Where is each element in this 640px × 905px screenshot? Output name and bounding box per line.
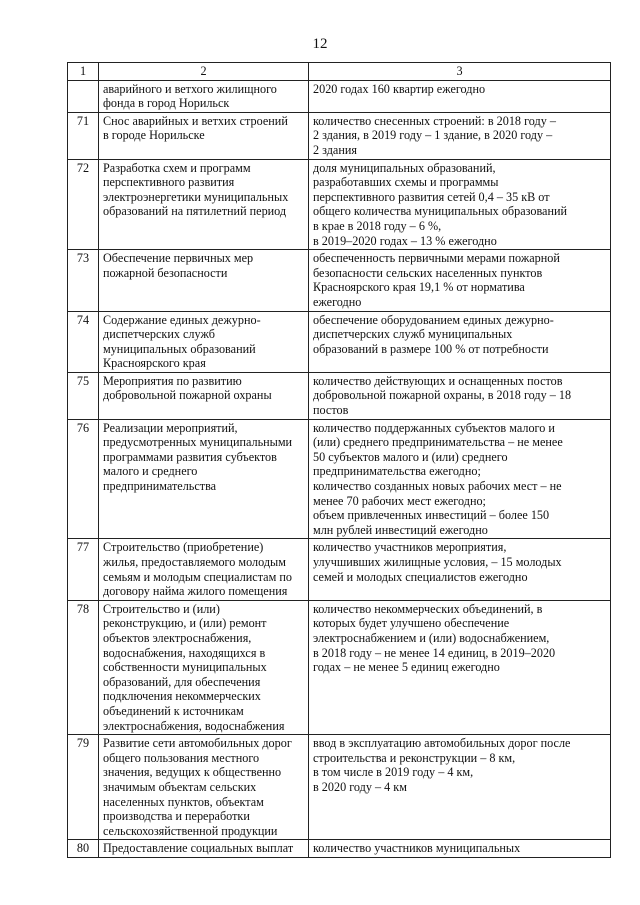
measure-cell: Строительство (приобретение) жилья, предоставляемого молодым семьям и молодым специалистам по договору найма жилого помещения [99, 539, 309, 600]
table-row [68, 159, 611, 250]
measure-cell: Мероприятия по развитию добровольной пожарной охраны [99, 372, 309, 419]
row-number: 71 [68, 112, 99, 159]
table-row [68, 311, 611, 372]
indicator-cell: количество поддержанных субъектов малого и (или) среднего предпринимательства – не менее 50 субъектов малого и (или) среднего предпринимательства ежегодно; количество созданных новых рабочих мест – не менее 70 рабочих мест ежегодно; объем привлеченных инвестиций – более 150 млн рублей инвестиций ежегодно [309, 419, 611, 539]
row-number: 72 [68, 159, 99, 250]
table-row [68, 112, 611, 159]
table-row [68, 735, 611, 840]
indicator-cell: ввод в эксплуатацию автомобильных дорог после строительства и реконструкции – 8 км, в том числе в 2019 году – 4 км, в 2020 году – 4 км [309, 735, 611, 840]
table-header-row [68, 63, 611, 81]
indicator-cell: количество снесенных строений: в 2018 году – 2 здания, в 2019 году – 1 здание, в 2020 году – 2 здания [309, 112, 611, 159]
indicator-cell: 2020 годах 160 квартир ежегодно [309, 80, 611, 112]
row-number [68, 80, 99, 112]
row-number: 78 [68, 600, 99, 734]
row-number: 73 [68, 250, 99, 311]
table-row [68, 419, 611, 539]
table-row [68, 600, 611, 734]
measure-cell: Разработка схем и программ перспективного развития электроэнергетики муниципальных образований на пятилетний период [99, 159, 309, 250]
row-number: 76 [68, 419, 99, 539]
measure-cell: аварийного и ветхого жилищного фонда в город Норильск [99, 80, 309, 112]
row-number: 75 [68, 372, 99, 419]
row-number: 79 [68, 735, 99, 840]
row-number: 80 [68, 840, 99, 858]
indicator-cell: обеспечение оборудованием единых дежурно- диспетчерских служб муниципальных образований в размере 100 % от потребности [309, 311, 611, 372]
header-col-1: 1 [68, 63, 99, 81]
measure-cell: Развитие сети автомобильных дорог общего пользования местного значения, ведущих к общественно значимым объектам сельских населенных пунктов, объектам производства и переработки сельскохозяйственной продукции [99, 735, 309, 840]
indicator-cell: количество некоммерческих объединений, в которых будет улучшено обеспечение электроснабжением и (или) водоснабжением, в 2018 году – не менее 14 единиц, в 2019–2020 годах – не менее 5 единиц ежегодно [309, 600, 611, 734]
header-col-3: 3 [309, 63, 611, 81]
measure-cell: Предоставление социальных выплат [99, 840, 309, 858]
row-number: 74 [68, 311, 99, 372]
measures-table [67, 62, 611, 858]
indicator-cell: обеспеченность первичными мерами пожарной безопасности сельских населенных пунктов Красноярского края 19,1 % от норматива ежегодно [309, 250, 611, 311]
measure-cell: Обеспечение первичных мер пожарной безопасности [99, 250, 309, 311]
header-col-2: 2 [99, 63, 309, 81]
indicator-cell: количество участников мероприятия, улучшивших жилищные условия, – 15 молодых семей и молодых специалистов ежегодно [309, 539, 611, 600]
measure-cell: Реализации мероприятий, предусмотренных муниципальными программами развития субъектов малого и среднего предпринимательства [99, 419, 309, 539]
table-row [68, 539, 611, 600]
measure-cell: Содержание единых дежурно- диспетчерских служб муниципальных образований Красноярского края [99, 311, 309, 372]
table-row [68, 80, 611, 112]
indicator-cell: количество участников муниципальных [309, 840, 611, 858]
table-row [68, 250, 611, 311]
table-row [68, 372, 611, 419]
indicator-cell: количество действующих и оснащенных постов добровольной пожарной охраны, в 2018 году – 18 постов [309, 372, 611, 419]
measure-cell: Снос аварийных и ветхих строений в городе Норильске [99, 112, 309, 159]
table-row [68, 840, 611, 858]
page-number: 12 [312, 36, 328, 52]
indicator-cell: доля муниципальных образований, разработавших схемы и программы перспективного развития сетей 0,4 – 35 кВ от общего количества муниципальных образований в крае в 2018 году – 6 %, в 2019–2020 годах – 13 % ежегодно [309, 159, 611, 250]
row-number: 77 [68, 539, 99, 600]
measure-cell: Строительство и (или) реконструкцию, и (или) ремонт объектов электроснабжения, водоснабжения, находящихся в собственности муниципальных образований, для обеспечения подключения некоммерческих объединений к источникам электроснабжения, водоснабжения [99, 600, 309, 734]
